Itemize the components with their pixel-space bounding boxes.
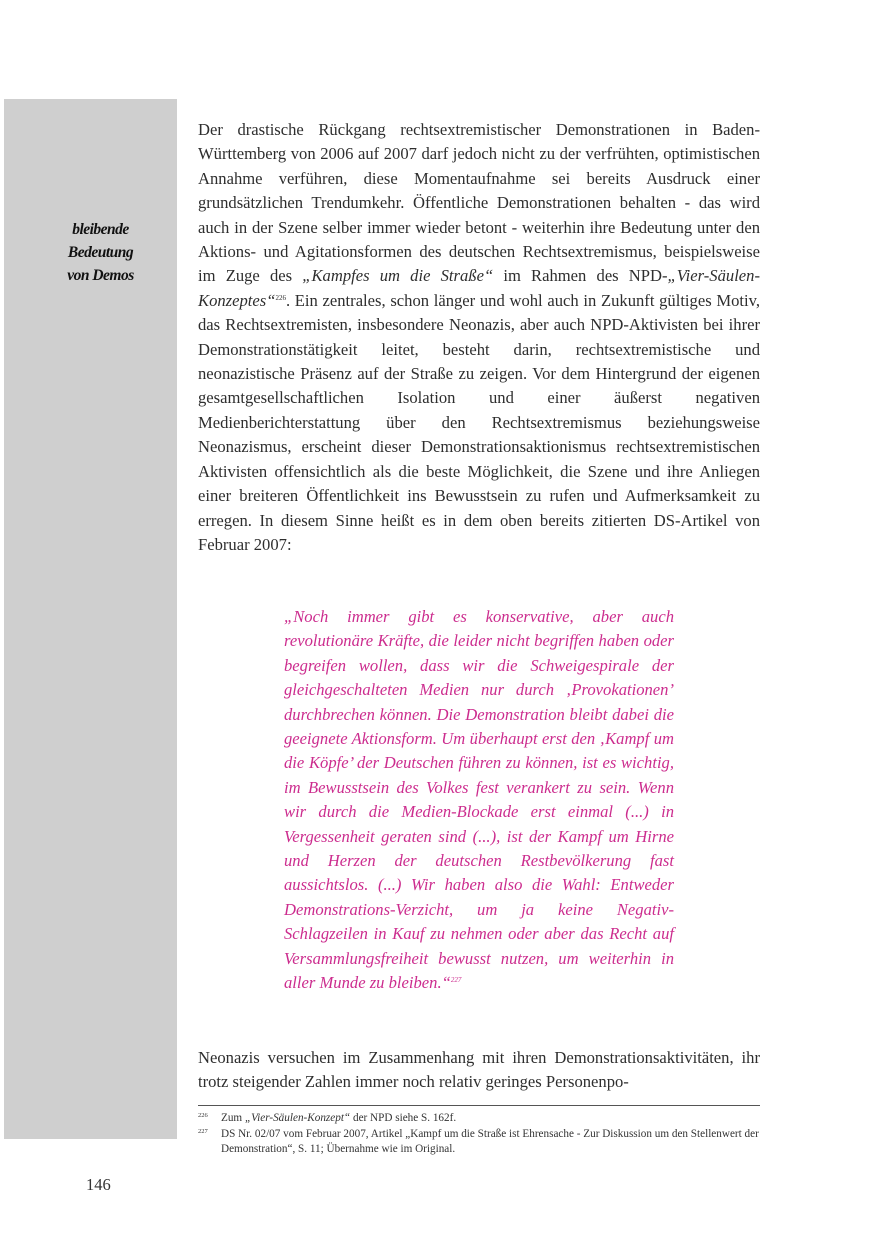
footnote-number: 226 (198, 1112, 208, 1119)
body-text-segment: . Ein zentrales, schon länger und wohl auch in Zukunft gültiges Motiv, das Rechtsextremisten, insbesondere Neonazis, aber auch NPD-Aktivisten bei ihrer Demonstrationstätigkeit leitet, besteht darin, rechtsextremistische und neonazistische Präsenz auf der Straße zu zeigen. Vor dem Hintergrund der eigenen gesamtgesellschaftlichen Isolation und einer äußerst negativen Medienberichterstattung über den Rechtsextremismus beziehungsweise Neonazismus, erscheint dieser Demonstrationsaktionismus rechtsextremistischen Aktivisten offensichtlich als die beste Möglichkeit, die Szene und ihre Anliegen einer breiteren Öffentlichkeit ins Bewusstsein zu rufen und Aufmerksamkeit zu erregen. In diesem Sinne heißt es in dem oben bereits zitierten DS-Artikel von Februar 2007: (198, 290, 760, 554)
footnote-text: Zum (221, 1112, 245, 1124)
body-text-italic: „Kampfes um die Straße“ (302, 266, 494, 286)
footnotes (198, 1111, 760, 1158)
footnote-text: der NPD siehe S. 162f. (350, 1112, 457, 1124)
margin-note-line: bleibende (72, 221, 129, 238)
quote-text: „Noch immer gibt es konservative, aber auch revolutionäre Kräfte, die leider nicht begriffen haben oder begreifen wollen, dass wir die Schweigespirale der gleichgeschalteten Medien nur durch ‚Provokationen’ durchbrechen können. Die Demonstration bleibt dabei die geeignete Aktionsform. Um überhaupt erst den ‚Kampf um die Köpfe’ der Deutschen führen zu können, ist es wichtig, im Bewusstsein des Volkes fest verankert zu sein. Wenn wir durch die Medien-Blockade erst einmal (...) in Vergessenheit geraten sind (...), ist der Kampf um Hirne und Herzen der deutschen Restbevölkerung fast aussichtslos. (...) Wir haben also die Wahl: Entweder Demonstrations-Verzicht, um ja keine Negativ-Schlagzeilen in Kauf zu nehmen oder aber das Recht auf Versammlungsfreiheit bewusst nutzen, um weiterhin in aller Munde zu bleiben.“ (284, 607, 674, 993)
footnote (198, 1111, 760, 1127)
block-quote (284, 605, 674, 996)
footnote-divider (198, 1105, 760, 1106)
footnote-number: 227 (198, 1127, 208, 1135)
margin-note-line: von Demos (67, 267, 134, 284)
body-paragraph (198, 118, 760, 557)
footnote-ref[interactable]: 226 (275, 293, 286, 302)
body-text-segment: Der drastische Rückgang rechtsextremistischer Demonstrationen in Baden-Württemberg von 2006 auf 2007 darf jedoch nicht zu der verfrühten, optimistischen Annahme verführen, diese Momentaufnahme sei bereits Ausdruck einer grundsätzlichen Trendumkehr. Öffentliche Demonstrationen behalten - das wird auch in der Szene selber immer wieder betont - weiterhin ihre Bedeutung unter den Aktions- und Agitationsformen des deutschen Rechtsextremismus, beispielsweise im Zuge des (198, 120, 760, 286)
body-text-segment: im Rahmen des NPD- (493, 266, 668, 286)
body-paragraph (198, 1046, 760, 1095)
footnote-italic: „Vier-Säulen-Konzept“ (244, 1112, 351, 1124)
body-text-italic: „Vier-Säulen-Konzeptes“ (198, 266, 760, 310)
margin-note (28, 218, 173, 287)
footnote-text: DS Nr. 02/07 vom Februar 2007, Artikel „Kampf um die Straße ist Ehrensache - Zur Diskussion um den Stellenwert der Demonstration“, S. 11; Übernahme wie im Original. (221, 1127, 759, 1155)
footnote-ref[interactable]: 227 (450, 976, 462, 985)
body-text-segment: Neonazis versuchen im Zusammenhang mit ihren Demonstrationsaktivitäten, ihr trotz steigender Zahlen immer noch relativ geringes Personenpo- (198, 1048, 760, 1092)
footnote (198, 1127, 760, 1158)
page-number: 146 (86, 1175, 111, 1194)
margin-note-line: Bedeutung (67, 244, 134, 261)
